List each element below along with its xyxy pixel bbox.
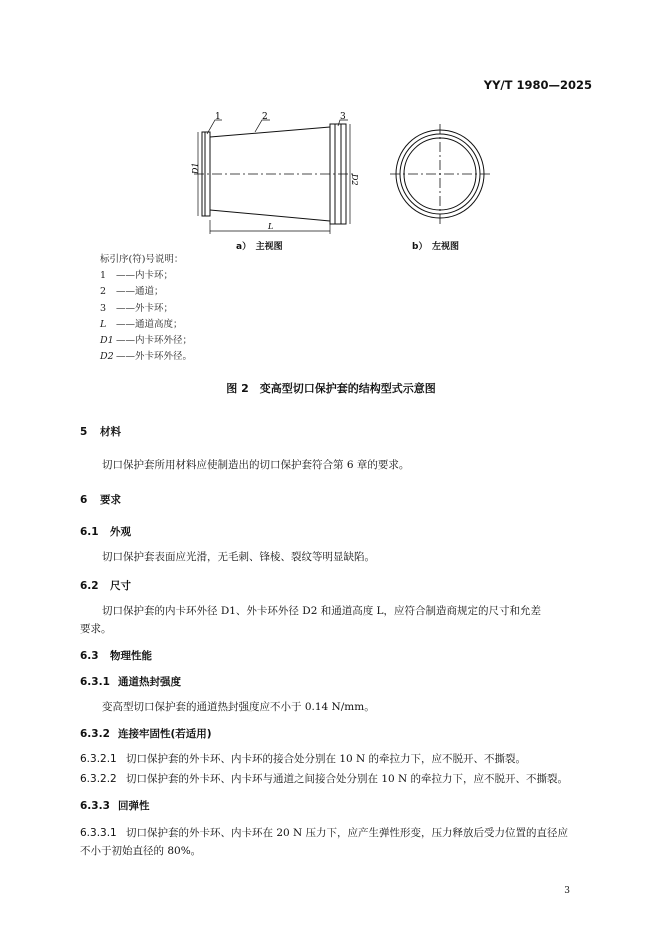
heading-5: 5 材料 bbox=[80, 426, 121, 438]
figure-caption: 图 2 变高型切口保护套的结构型式示意图 bbox=[226, 382, 436, 395]
paragraph-6-3-2-1: 6.3.2.1 切口保护套的外卡环、内卡环的接合处分别在 10 N 的牵拉力下，应不脱开、不撕裂。 bbox=[80, 753, 527, 765]
dim-label-d1: D1 bbox=[191, 162, 200, 174]
legend-desc: ——通道； bbox=[116, 286, 164, 298]
heading-6-3-2: 6.3.2 连接牢固性(若适用) bbox=[80, 728, 212, 740]
paragraph-6-3-2-2: 6.3.2.2 切口保护套的外卡环、内卡环与通道之间接合处分别在 10 N 的牵拉力下，应不脱开、不撕裂。 bbox=[80, 773, 569, 785]
legend-desc: ——内卡环外径； bbox=[116, 335, 193, 347]
legend-key: 2 bbox=[100, 286, 107, 298]
paragraph-6-2-line1: 切口保护套的内卡环外径 D1、外卡环外径 D2 和通道高度 L，应符合制造商规定的尺寸和允差 bbox=[102, 605, 542, 617]
legend-item bbox=[100, 284, 192, 300]
legend bbox=[100, 252, 192, 365]
legend-desc: ——内卡环； bbox=[116, 270, 174, 282]
legend-item bbox=[100, 349, 192, 365]
legend-desc: ——通道高度； bbox=[116, 318, 183, 330]
paragraph-6-2-line2: 要求。 bbox=[80, 623, 112, 635]
paragraph-5: 切口保护套所用材料应使制造出的切口保护套符合第 6 章的要求。 bbox=[102, 459, 410, 471]
legend-item bbox=[100, 268, 192, 284]
legend-item bbox=[100, 333, 192, 349]
heading-6-3-3: 6.3.3 回弹性 bbox=[80, 800, 150, 812]
main-view bbox=[194, 120, 354, 234]
subcaption-a: a） 主视图 bbox=[236, 242, 283, 252]
legend-key: 3 bbox=[100, 302, 107, 314]
heading-6: 6 要求 bbox=[80, 494, 121, 506]
heading-6-3: 6.3 物理性能 bbox=[80, 650, 152, 662]
side-view bbox=[390, 124, 490, 224]
paragraph-6-1: 切口保护套表面应光滑，无毛刺、锋棱、裂纹等明显缺陷。 bbox=[102, 551, 375, 563]
legend-desc: ——外卡环外径。 bbox=[116, 351, 193, 363]
callout-1: 1 bbox=[215, 112, 221, 122]
subcaption-b: b） 左视图 bbox=[412, 242, 459, 252]
dim-label-d2: D2 bbox=[350, 174, 359, 186]
paragraph-6-3-3-1-line1: 6.3.3.1 切口保护套的外卡环、内卡环在 20 N 压力下，应产生弹性形变，压力释放后受力位置的直径应 bbox=[80, 827, 569, 839]
paragraph-6-3-1: 变高型切口保护套的通道热封强度应不小于 0.14 N/mm。 bbox=[102, 701, 375, 713]
callout-2: 2 bbox=[262, 112, 268, 122]
legend-item bbox=[100, 301, 192, 317]
heading-6-1: 6.1 外观 bbox=[80, 526, 131, 538]
legend-key: D1 bbox=[100, 335, 114, 347]
heading-6-2: 6.2 尺寸 bbox=[80, 580, 131, 592]
structure-figure bbox=[150, 112, 510, 242]
legend-key: L bbox=[100, 318, 107, 330]
callout-3: 3 bbox=[340, 112, 346, 122]
legend-key: D2 bbox=[100, 351, 114, 363]
legend-key: 1 bbox=[100, 270, 107, 282]
legend-title: 标引序(符)号说明： bbox=[100, 254, 184, 265]
heading-6-3-1: 6.3.1 通道热封强度 bbox=[80, 676, 181, 688]
page-number: 3 bbox=[564, 886, 570, 896]
dim-label-l: L bbox=[268, 222, 274, 231]
standard-code: YY/T 1980—2025 bbox=[483, 78, 592, 92]
legend-desc: ——外卡环； bbox=[116, 302, 174, 314]
paragraph-6-3-3-1-line2: 不小于初始直径的 80%。 bbox=[80, 845, 202, 857]
legend-item bbox=[100, 317, 192, 333]
